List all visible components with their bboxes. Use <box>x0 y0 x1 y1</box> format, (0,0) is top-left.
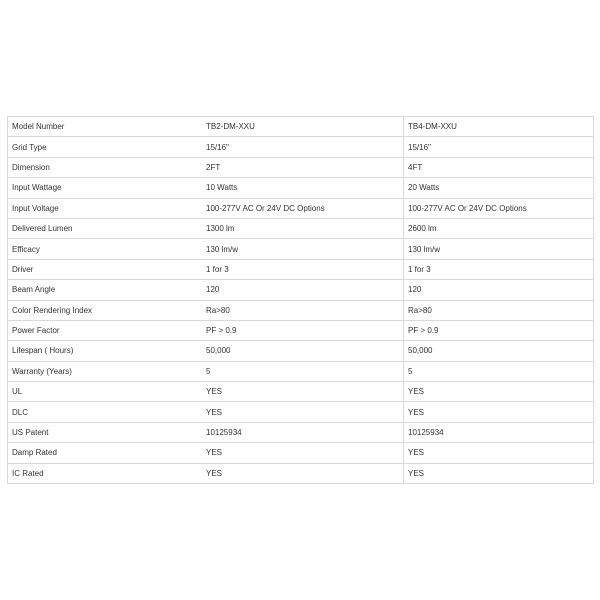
table-row <box>8 300 594 320</box>
spec-value-tb2-cell: 50,000 <box>202 341 404 361</box>
spec-label-cell: Input Voltage <box>8 198 203 218</box>
spec-label-cell: Driver <box>8 259 203 279</box>
table-row <box>8 239 594 259</box>
table-row <box>8 117 594 137</box>
table-row <box>8 422 594 442</box>
table-row <box>8 320 594 340</box>
table-row <box>8 341 594 361</box>
table-row <box>8 382 594 402</box>
table-row <box>8 361 594 381</box>
spec-value-tb4-cell: YES <box>404 382 594 402</box>
spec-label-cell: Model Number <box>8 117 203 137</box>
spec-value-tb2-cell: 10 Watts <box>202 178 404 198</box>
table-row <box>8 259 594 279</box>
spec-value-tb4-cell: 2600 lm <box>404 218 594 238</box>
spec-value-tb2-cell: Ra>80 <box>202 300 404 320</box>
spec-value-tb2-cell: 1 for 3 <box>202 259 404 279</box>
spec-value-tb4-cell: YES <box>404 402 594 422</box>
table-row <box>8 198 594 218</box>
table-row <box>8 402 594 422</box>
spec-value-tb2-cell: PF > 0.9 <box>202 320 404 340</box>
spec-label-cell: Grid Type <box>8 137 203 157</box>
spec-value-tb4-cell: 20 Watts <box>404 178 594 198</box>
spec-label-cell: Color Rendering Index <box>8 300 203 320</box>
spec-label-cell: US Patent <box>8 422 203 442</box>
spec-value-tb4-cell: 15/16" <box>404 137 594 157</box>
table-row <box>8 463 594 483</box>
spec-label-cell: UL <box>8 382 203 402</box>
spec-label-cell: Dimension <box>8 157 203 177</box>
table-row <box>8 178 594 198</box>
spec-value-tb4-cell: 4FT <box>404 157 594 177</box>
spec-label-cell: Beam Angle <box>8 280 203 300</box>
spec-label-cell: DLC <box>8 402 203 422</box>
spec-value-tb4-cell: YES <box>404 463 594 483</box>
spec-label-cell: Efficacy <box>8 239 203 259</box>
spec-value-tb2-cell: 5 <box>202 361 404 381</box>
spec-value-tb2-cell: YES <box>202 402 404 422</box>
spec-table-body <box>8 117 594 484</box>
table-row <box>8 157 594 177</box>
spec-value-tb4-cell: 120 <box>404 280 594 300</box>
table-row <box>8 218 594 238</box>
spec-value-tb4-cell: TB4-DM-XXU <box>404 117 594 137</box>
spec-value-tb2-cell: TB2-DM-XXU <box>202 117 404 137</box>
spec-label-cell: Input Wattage <box>8 178 203 198</box>
table-row <box>8 137 594 157</box>
table-row <box>8 443 594 463</box>
spec-value-tb2-cell: YES <box>202 443 404 463</box>
spec-label-cell: Damp Rated <box>8 443 203 463</box>
spec-label-cell: IC Rated <box>8 463 203 483</box>
spec-value-tb4-cell: 100-277V AC Or 24V DC Options <box>404 198 594 218</box>
spec-value-tb2-cell: 120 <box>202 280 404 300</box>
spec-value-tb2-cell: 130 lm/w <box>202 239 404 259</box>
spec-label-cell: Lifespan ( Hours) <box>8 341 203 361</box>
spec-value-tb2-cell: 1300 lm <box>202 218 404 238</box>
table-row <box>8 280 594 300</box>
spec-value-tb2-cell: YES <box>202 463 404 483</box>
spec-value-tb2-cell: 100-277V AC Or 24V DC Options <box>202 198 404 218</box>
spec-value-tb4-cell: PF > 0.9 <box>404 320 594 340</box>
spec-table <box>7 116 594 484</box>
spec-value-tb2-cell: 10125934 <box>202 422 404 442</box>
spec-value-tb4-cell: 50,000 <box>404 341 594 361</box>
spec-label-cell: Delivered Lumen <box>8 218 203 238</box>
spec-value-tb4-cell: 5 <box>404 361 594 381</box>
spec-value-tb2-cell: YES <box>202 382 404 402</box>
spec-value-tb2-cell: 2FT <box>202 157 404 177</box>
spec-value-tb4-cell: Ra>80 <box>404 300 594 320</box>
spec-value-tb4-cell: YES <box>404 443 594 463</box>
spec-value-tb4-cell: 10125934 <box>404 422 594 442</box>
spec-value-tb2-cell: 15/16" <box>202 137 404 157</box>
spec-value-tb4-cell: 1 for 3 <box>404 259 594 279</box>
spec-value-tb4-cell: 130 lm/w <box>404 239 594 259</box>
spec-label-cell: Warranty (Years) <box>8 361 203 381</box>
spec-label-cell: Power Factor <box>8 320 203 340</box>
